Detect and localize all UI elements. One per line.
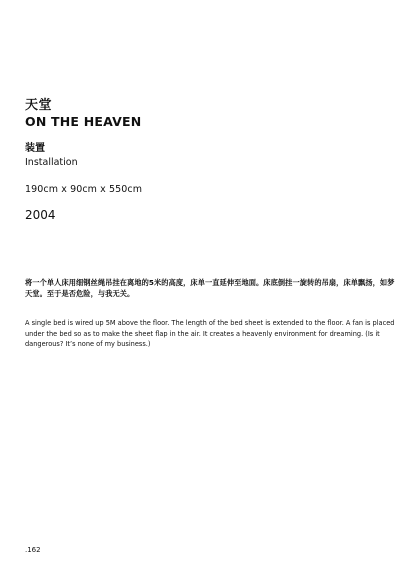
artwork-medium-chinese: 装置 (25, 143, 45, 154)
artwork-dimensions: 190cm x 90cm x 550cm (25, 184, 143, 195)
artwork-title-english: ON THE HEAVEN (25, 114, 142, 129)
artwork-medium-english: Installation (25, 157, 78, 168)
artwork-title-chinese: 天堂 (25, 98, 53, 113)
page-number: .162 (25, 546, 41, 554)
artwork-year: 2004 (25, 208, 56, 222)
description-english: A single bed is wired up 5M above the floor. The length of the bed sheet is extended to the floor. A fan is placed under the bed so as to make the sheet flap in the air. It creates a heavenly environment for dreaming. (Is it dangerous? It’s none of my business.) (25, 319, 395, 348)
description-chinese: 将一个单人床用细钢丝绳吊挂在离地的5米的高度，床单一直延伸至地面。床底倒挂一旋转的吊扇，床单飘扬，如梦天堂。至于是否危险，与我无关。 (25, 278, 395, 298)
